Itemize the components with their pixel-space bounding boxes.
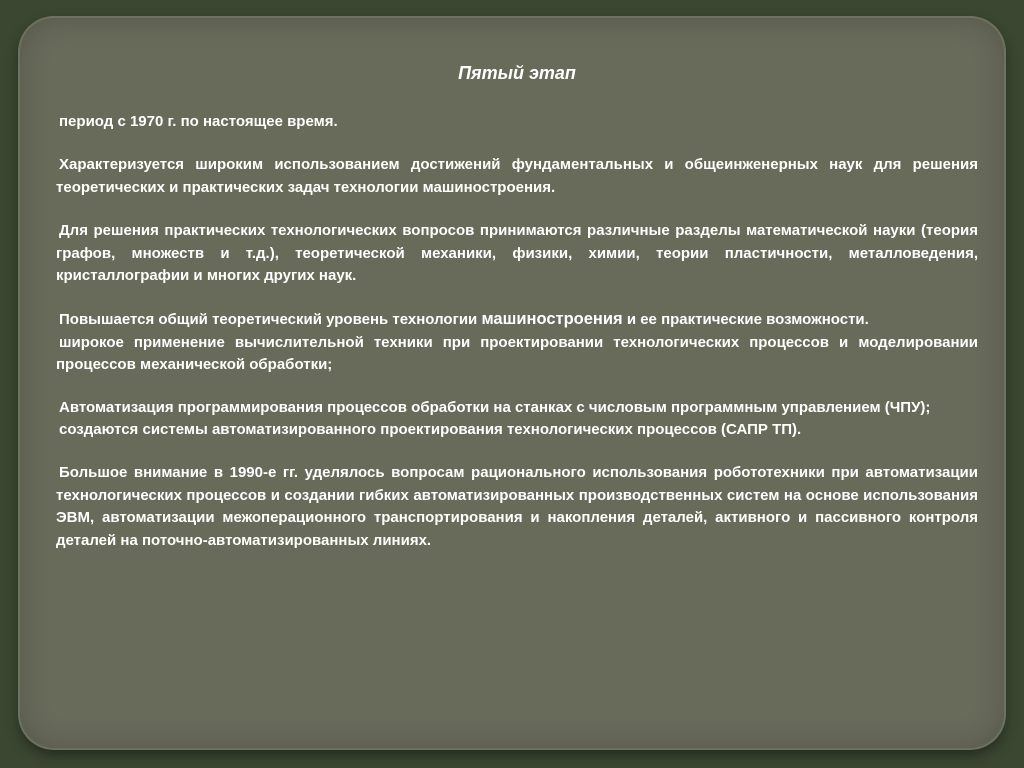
paragraph-4: широкое применение вычислительной техники при проектировании технологических процессов и моделировании процессов механической обработки; xyxy=(56,333,978,374)
paragraph-5: Автоматизация программирования процессов обработки на станках с числовым программным управлением (ЧПУ); xyxy=(59,398,931,416)
slide-title: Пятый этап xyxy=(458,63,576,83)
paragraph-3-end: и ее практические возможности. xyxy=(622,311,869,329)
period-text: период с 1970 г. по настоящее время. xyxy=(59,113,338,130)
slide-content xyxy=(56,55,978,552)
paragraph-3 xyxy=(56,308,978,331)
paragraph-7: Большое внимание в 1990-е гг. уделялось вопросам рационального использования робототехники при автоматизации технологических процессов и создании гибких автоматизированных производственных систем на основе использования ЭВМ, автоматизации межоперационного транспортирования и накопления деталей, активного и пассивного контроля деталей на поточно-автоматизированных линиях. xyxy=(56,464,978,549)
paragraph-3-emphasis: машиностроения xyxy=(481,310,623,329)
paragraph-3-start: Повышается общий теоретический уровень технологии xyxy=(59,311,482,329)
paragraph-1: Характеризуется широким использованием достижений фундаментальных и общеинженерных наук для решения теоретических и практических задач технологии машиностроения. xyxy=(56,156,978,196)
paragraph-2: Для решения практических технологических вопросов принимаются различные разделы математической науки (теория графов, множеств и т.д.), теоретической механики, физики, химии, теории пластичности, металловедения, кристаллографии и многих других наук. xyxy=(56,222,978,285)
paragraph-6: создаются системы автоматизированного проектирования технологических процессов (САПР ТП). xyxy=(59,421,802,439)
